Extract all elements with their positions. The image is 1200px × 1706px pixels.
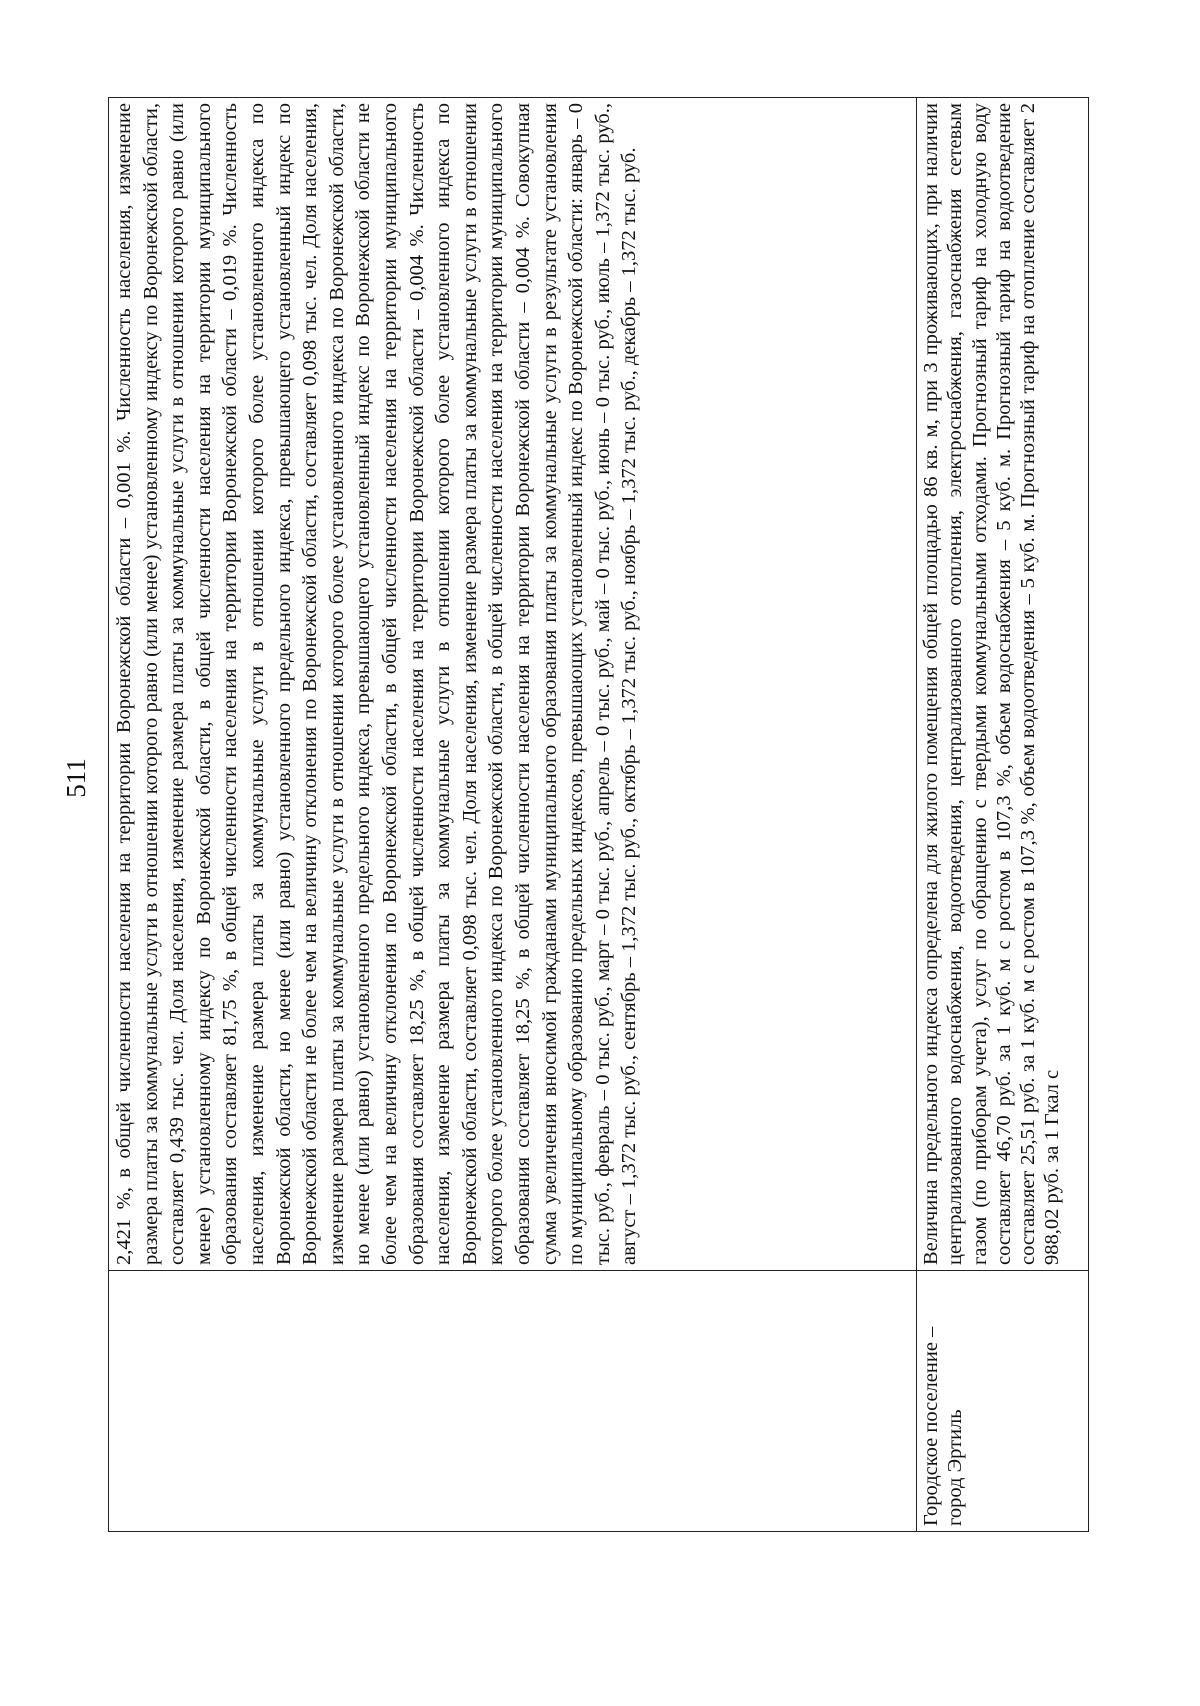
page-number: 511 bbox=[61, 758, 91, 798]
table-row bbox=[917, 98, 1089, 1532]
description-cell: Величина предельного индекса определена для жилого помещения общей площадью 86 кв. м, при 3 проживающих, при наличии централизованного водоснабжения, водоотведения, централизованного отопления, электроснабжения, газоснабжения сетевым газом (по приборам учета), услуг по обращению с твердыми коммунальными отходами. Прогнозный тариф на холодную воду составляет 46,70 руб. за 1 куб. м с ростом в 107,3 %, объем водоснабжения – 5 куб. м. Прогнозный тариф на водоотведение составляет 25,51 руб. за 1 куб. м с ростом в 107,3 %, объем водоотведения – 5 куб. м. Прогнозный тариф на отопление составляет 2 988,02 руб. за 1 Гкал с bbox=[917, 98, 1089, 1271]
data-table bbox=[108, 97, 1089, 1532]
description-cell: 2,421 %, в общей численности населения на территории Воронежской области – 0,001 %. Численность населения, изменение размера платы за коммунальные услуги в отношении которого равно (или менее) установленному индексу по Воронежской области, составляет 0,439 тыс. чел. Доля населения, изменение размера платы за коммунальные услуги в отношении которого равно (или менее) установленному индексу по Воронежской области, в общей численности населения на территории муниципального образования составляет 81,75 %, в общей численности населения на территории Воронежской области – 0,019 %. Численность населения, изменение размера платы за коммунальные услуги в отношении которого более установленного индекса по Воронежской области, но менее (или равно) установленного предельного индекса, превышающего установленный индекс по Воронежской области не более чем на величину отклонения по Воронежской области, составляет 0,098 тыс. чел. Доля населения, изменение размера платы за коммунальные услуги в отношении которого более установленного индекса по Воронежской области, но менее (или равно) установленного предельного индекса, превышающего установленный индекс по Воронежской области не более чем на величину отклонения по Воронежской области, в общей численности населения на территории муниципального образования составляет 18,25 %, в общей численности населения на территории Воронежской области – 0,004 %. Численность населения, изменение размера платы за коммунальные услуги в отношении которого более установленного индекса по Воронежской области, составляет 0,098 тыс. чел. Доля населения, изменение размера платы за коммунальные услуги в отношении которого более установленного индекса по Воронежской области, в общей численности населения на территории муниципального образования составляет 18,25 %, в общей численности населения на территории Воронежской области – 0,004 %. Совокупная сумма увеличения вносимой гражданами муниципального образования платы за коммунальные услуги в результате установления по муниципальному образованию предельных индексов, превышающих установленный индекс по Воронежской области: январь – 0 тыс. руб., февраль – 0 тыс. руб., март – 0 тыс. руб., апрель – 0 тыс. руб., май – 0 тыс. руб., июнь – 0 тыс. руб., июль – 1,372 тыс. руб., август – 1,372 тыс. руб., сентябрь – 1,372 тыс. руб., октябрь – 1,372 тыс. руб., ноябрь – 1,372 тыс. руб., декабрь – 1,372 тыс. руб. bbox=[109, 98, 917, 1271]
municipality-name-cell: Городское поселение – город Эртиль bbox=[917, 1271, 1089, 1532]
municipality-name-cell bbox=[109, 1271, 917, 1532]
table-row bbox=[109, 98, 917, 1532]
document-table-region bbox=[108, 97, 1088, 1532]
